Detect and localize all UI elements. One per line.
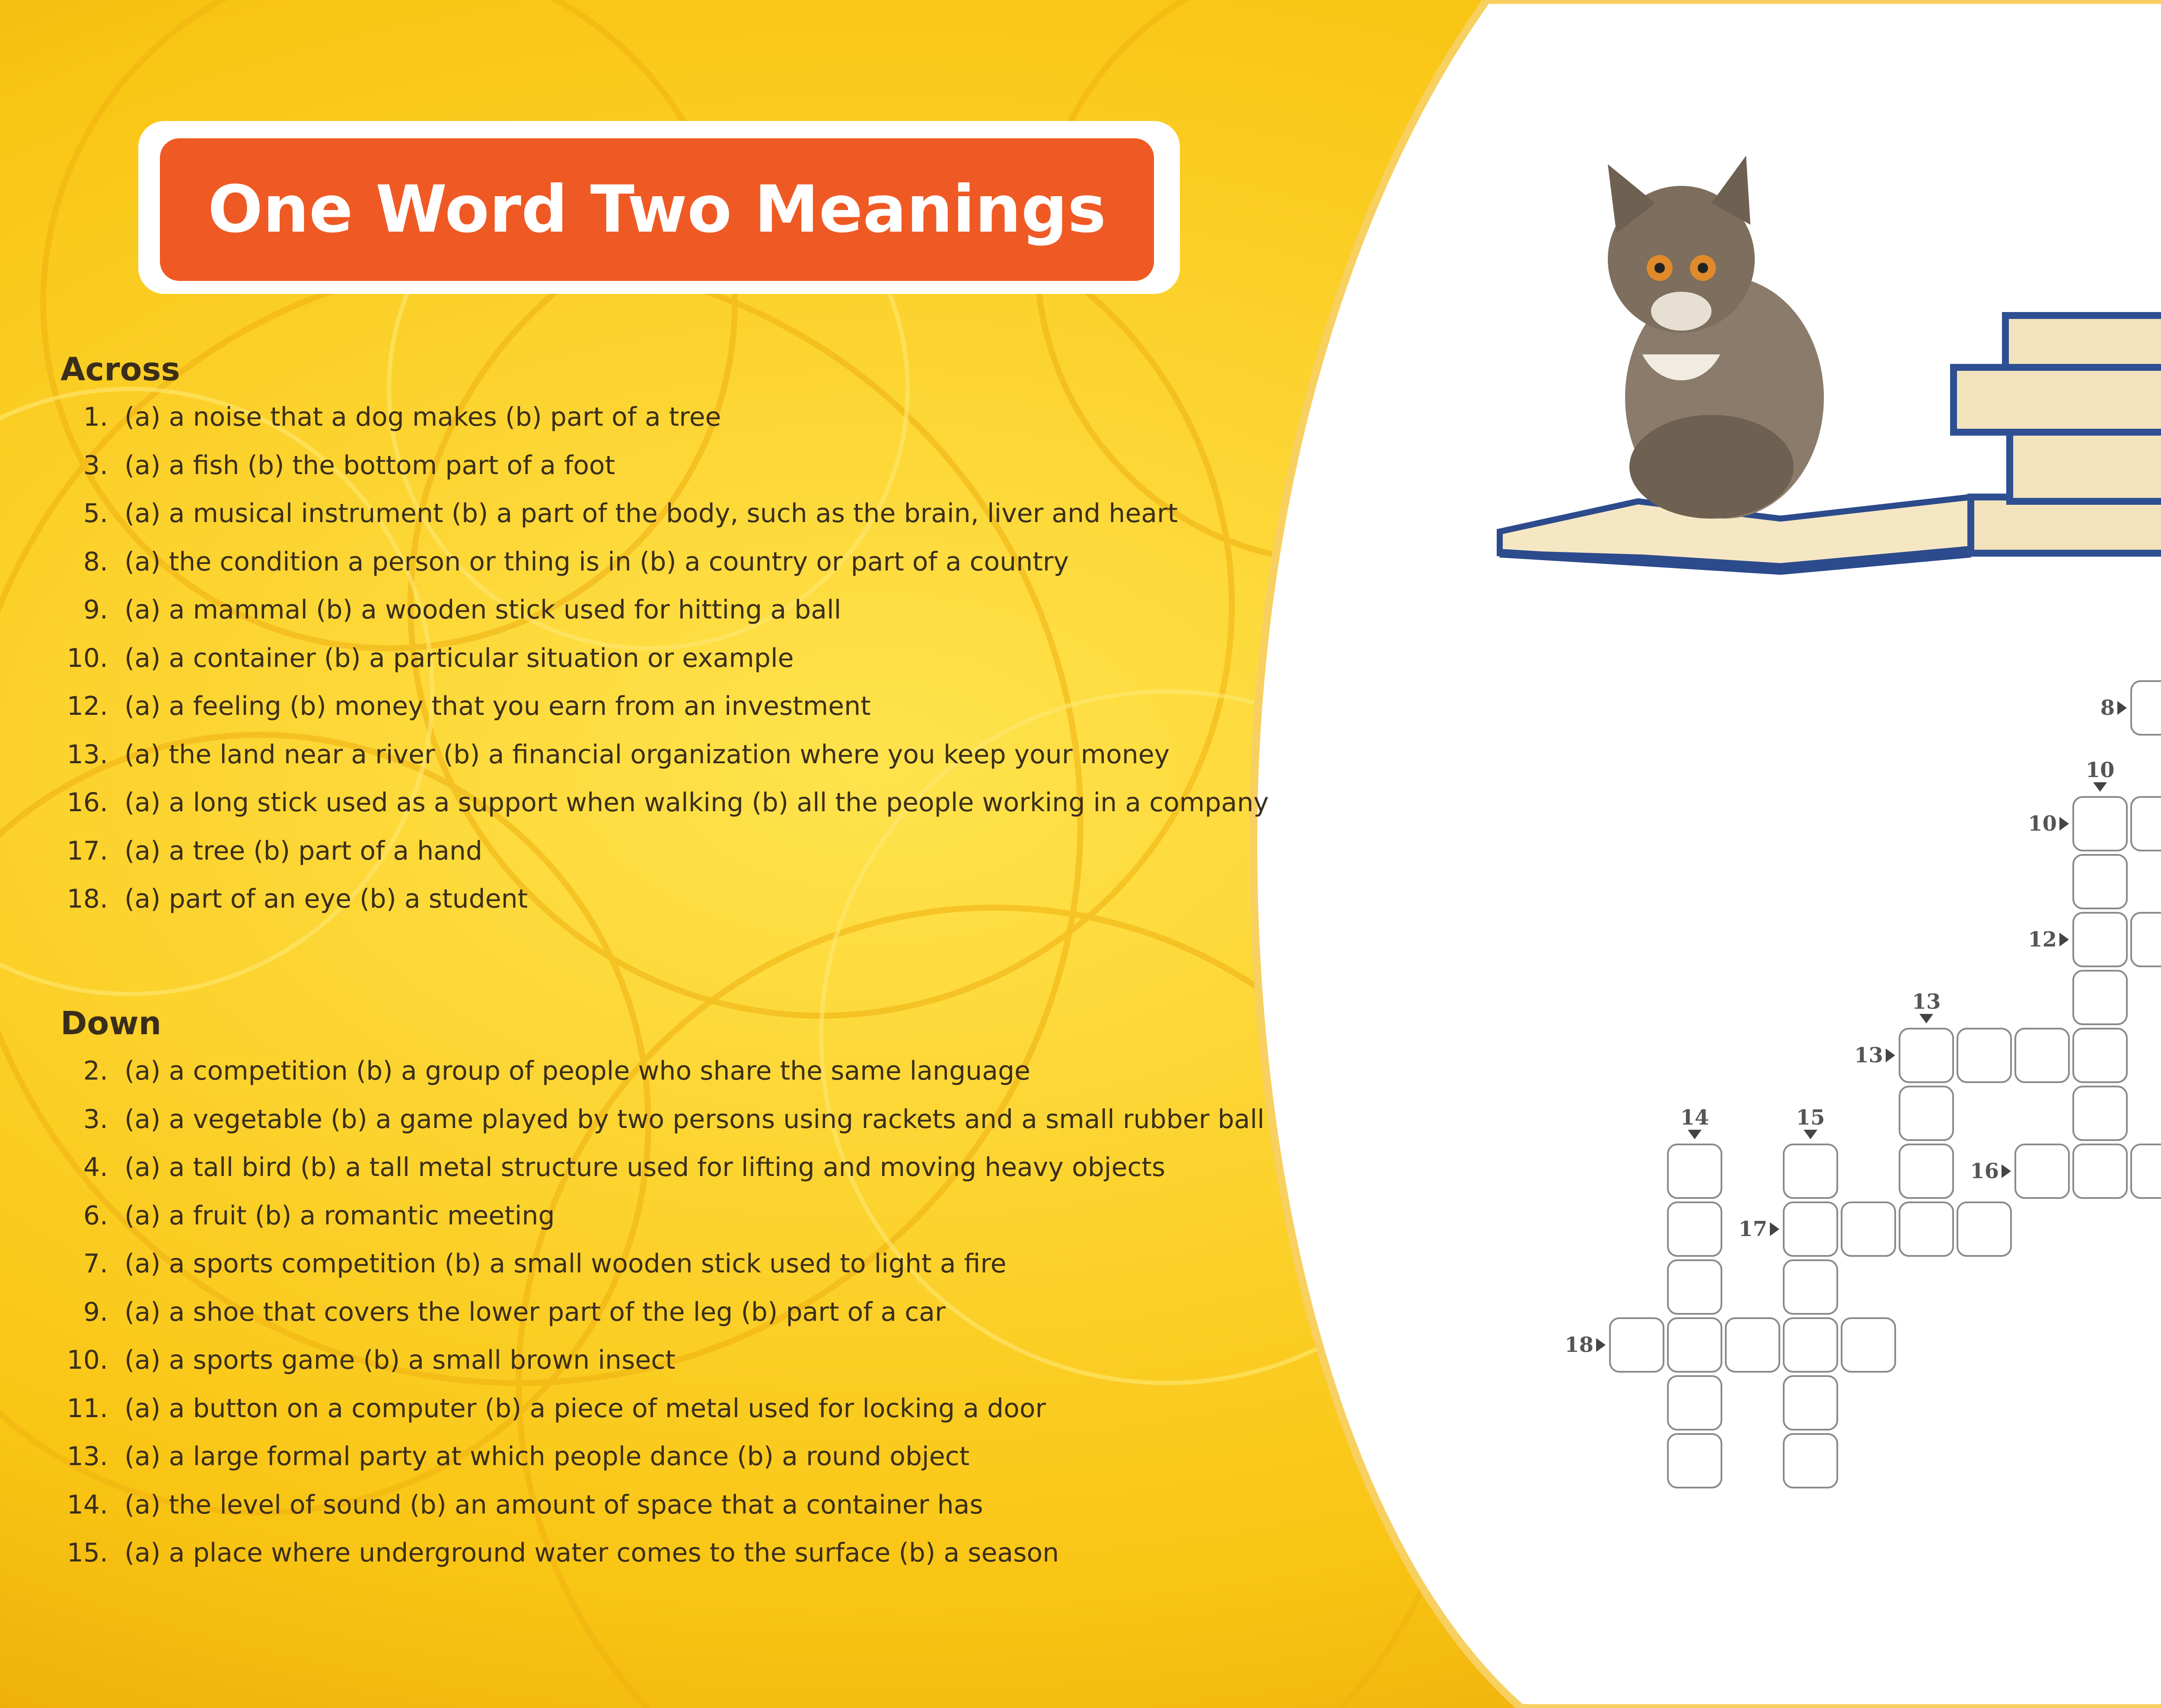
- crossword-cell[interactable]: [2073, 1029, 2127, 1082]
- clue-text: (a) a fish (b) the bottom part of a foot: [124, 450, 615, 481]
- across-number-label: 8: [2100, 696, 2115, 720]
- clue-text: (a) a tree (b) part of a hand: [124, 835, 483, 866]
- crossword-cell[interactable]: [2073, 1087, 2127, 1140]
- clue-number: 1.: [83, 402, 108, 432]
- right-arrow-icon: [1886, 1048, 1895, 1062]
- clue-number: 12.: [67, 691, 108, 721]
- crossword-cell[interactable]: [2131, 913, 2161, 966]
- clue-text: (a) part of an eye (b) a student: [124, 884, 528, 914]
- across-number-label: 13: [1854, 1043, 1883, 1068]
- crossword-cell[interactable]: [2015, 1144, 2069, 1198]
- clue-text: (a) the land near a river (b) a financial organization where you keep your money: [124, 739, 1170, 770]
- crossword-cell[interactable]: [2073, 913, 2127, 966]
- clue-number: 7.: [83, 1249, 108, 1279]
- clue-number: 6.: [83, 1200, 108, 1231]
- clue-number: 9.: [83, 595, 108, 625]
- down-number-label: 14: [1680, 1106, 1709, 1130]
- crossword-cell[interactable]: [2073, 855, 2127, 908]
- clue-number: 2.: [83, 1056, 108, 1086]
- right-arrow-icon: [2059, 817, 2069, 831]
- clue-number: 18.: [67, 884, 108, 914]
- clue-text: (a) the condition a person or thing is in (b) a country or part of a country: [124, 546, 1069, 577]
- clue-number: 3.: [83, 450, 108, 481]
- clue-text: (a) a container (b) a particular situation or example: [124, 643, 794, 673]
- crossword-cell[interactable]: [2073, 1144, 2127, 1198]
- clue-number: 10.: [67, 643, 108, 673]
- crossword-cell[interactable]: [1668, 1260, 1721, 1314]
- crossword-cell[interactable]: [1900, 1144, 1953, 1198]
- clue-text: (a) a large formal party at which people dance (b) a round object: [124, 1441, 970, 1472]
- clue-text: (a) a competition (b) a group of people who share the same language: [124, 1056, 1030, 1086]
- right-arrow-icon: [2002, 1164, 2011, 1178]
- crossword-cell[interactable]: [1842, 1202, 1895, 1256]
- right-arrow-icon: [1770, 1222, 1779, 1236]
- clue-number: 9.: [83, 1297, 108, 1327]
- across-number-label: 10: [2028, 812, 2057, 836]
- across-number-label: 18: [1565, 1333, 1594, 1357]
- crossword-cell[interactable]: [2131, 1144, 2161, 1198]
- crossword-cell[interactable]: [1668, 1376, 1721, 1430]
- clue-number: 10.: [67, 1345, 108, 1375]
- clue-number: 11.: [67, 1393, 108, 1424]
- crossword-cell[interactable]: [1668, 1434, 1721, 1488]
- clue-text: (a) a fruit (b) a romantic meeting: [124, 1200, 555, 1231]
- right-arrow-icon: [1596, 1338, 1606, 1352]
- clue-text: (a) a noise that a dog makes (b) part of a tree: [124, 402, 721, 432]
- clue-number: 3.: [83, 1104, 108, 1134]
- clue-text: (a) a long stick used as a support when walking (b) all the people working in a company: [124, 787, 1269, 818]
- clue-number: 13.: [67, 1441, 108, 1472]
- book-stack-icon: [1954, 315, 2161, 553]
- clue-text: (a) the level of sound (b) an amount of space that a container has: [124, 1489, 983, 1520]
- across-number-label: 12: [2028, 927, 2057, 952]
- crossword-cell[interactable]: [1784, 1260, 1837, 1314]
- down-number-label: 10: [2085, 758, 2115, 782]
- down-arrow-icon: [1688, 1130, 1702, 1139]
- clue-number: 16.: [67, 787, 108, 818]
- crossword-cell[interactable]: [1842, 1318, 1895, 1372]
- crossword-cell[interactable]: [1784, 1434, 1837, 1488]
- clue-text: (a) a musical instrument (b) a part of the body, such as the brain, liver and heart: [124, 498, 1178, 529]
- clue-text: (a) a vegetable (b) a game played by two persons using rackets and a small rubber ball: [124, 1104, 1265, 1134]
- down-arrow-icon: [2093, 782, 2107, 792]
- across-heading: Across: [61, 351, 180, 388]
- clue-text: (a) a tall bird (b) a tall metal structure used for lifting and moving heavy objects: [124, 1152, 1166, 1182]
- crossword-cell[interactable]: [1726, 1318, 1779, 1372]
- clue-number: 17.: [67, 835, 108, 866]
- across-number-label: 17: [1738, 1217, 1767, 1241]
- crossword-cell[interactable]: [1900, 1087, 1953, 1140]
- crossword-cell[interactable]: [1668, 1202, 1721, 1256]
- clue-number: 8.: [83, 546, 108, 577]
- down-arrow-icon: [1804, 1130, 1817, 1139]
- clue-text: (a) a sports competition (b) a small wooden stick used to light a fire: [124, 1249, 1007, 1279]
- clue-number: 13.: [67, 739, 108, 770]
- crossword-cell[interactable]: [1784, 1144, 1837, 1198]
- clue-text: (a) a place where underground water comes to the surface (b) a season: [124, 1538, 1059, 1568]
- crossword-cell[interactable]: [2073, 797, 2127, 851]
- crossword-cell[interactable]: [1610, 1318, 1664, 1372]
- across-number-label: 16: [1970, 1159, 1999, 1183]
- clue-text: (a) a feeling (b) money that you earn from an investment: [124, 691, 871, 721]
- crossword-cell[interactable]: [1784, 1376, 1837, 1430]
- clue-text: (a) a sports game (b) a small brown insect: [124, 1345, 676, 1375]
- crossword-cell[interactable]: [2131, 797, 2161, 851]
- kitten-on-books-icon: [1500, 156, 1971, 570]
- crossword-cell[interactable]: [1957, 1202, 2011, 1256]
- clue-text: (a) a button on a computer (b) a piece of metal used for locking a door: [124, 1393, 1046, 1424]
- crossword-cell[interactable]: [1668, 1144, 1721, 1198]
- crossword-cell[interactable]: [1900, 1202, 1953, 1256]
- crossword-cell[interactable]: [2131, 681, 2161, 735]
- crossword-cell[interactable]: [1784, 1318, 1837, 1372]
- crossword-cell[interactable]: [1900, 1029, 1953, 1082]
- crossword-cell[interactable]: [2015, 1029, 2069, 1082]
- down-number-label: 13: [1912, 990, 1941, 1014]
- down-heading: Down: [61, 1005, 162, 1042]
- crossword-cell[interactable]: [1668, 1318, 1721, 1372]
- clue-text: (a) a shoe that covers the lower part of the leg (b) part of a car: [124, 1297, 946, 1327]
- clue-number: 14.: [67, 1489, 108, 1520]
- crossword-cell[interactable]: [2073, 971, 2127, 1024]
- crossword-cell[interactable]: [1784, 1202, 1837, 1256]
- down-arrow-icon: [1919, 1014, 1933, 1023]
- clue-number: 5.: [83, 498, 108, 529]
- right-arrow-icon: [2059, 933, 2069, 946]
- clue-number: 4.: [83, 1152, 108, 1182]
- page-title: One Word Two Meanings: [160, 138, 1154, 281]
- clue-number: 15.: [67, 1538, 108, 1568]
- clue-text: (a) a mammal (b) a wooden stick used for hitting a ball: [124, 595, 841, 625]
- right-arrow-icon: [2117, 701, 2127, 715]
- down-number-label: 15: [1796, 1106, 1825, 1130]
- crossword-cell[interactable]: [1957, 1029, 2011, 1082]
